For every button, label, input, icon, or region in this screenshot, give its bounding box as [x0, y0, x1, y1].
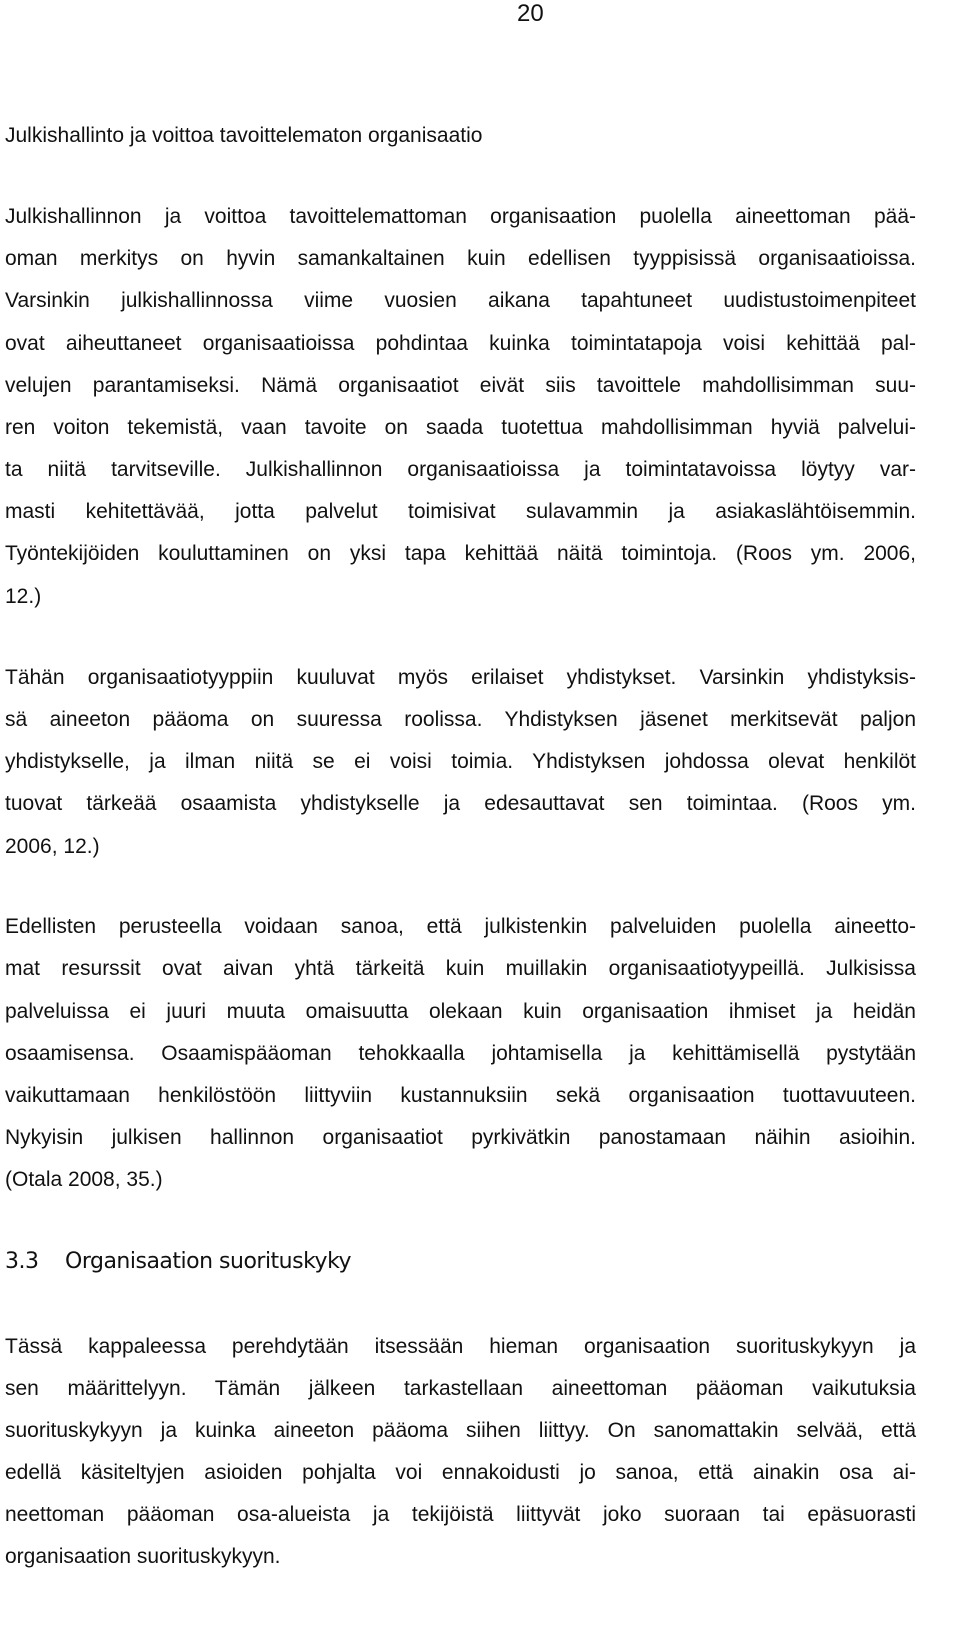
paragraph-3-line: Edellisten perusteella voidaan sanoa, että julkistenkin palveluiden puolella aineetto- — [5, 915, 916, 938]
paragraph-3-line: vaikuttamaan henkilöstöön liittyviin kustannuksiin sekä organisaation tuottavuuteen. — [5, 1084, 916, 1107]
paragraph-3-line: mat resurssit ovat aivan yhtä tärkeitä kuin muillakin organisaatiotyypeillä. Julkisissa — [5, 957, 916, 980]
paragraph-3-line: (Otala 2008, 35.) — [5, 1168, 163, 1191]
paragraph-1-line: ta niitä tarvitseville. Julkishallinnon organisaatioissa ja toimintatavoissa löytyy var- — [5, 458, 916, 481]
section-heading — [5, 1248, 351, 1276]
paragraph-1-line: Varsinkin julkishallinnossa viime vuosien aikana tapahtuneet uudistustoimenpiteet — [5, 289, 916, 312]
paragraph-4-line: Tässä kappaleessa perehdytään itsessään hieman organisaation suorituskykyyn ja — [5, 1335, 916, 1358]
paragraph-1-line: ren voiton tekemistä, vaan tavoite on saada tuotettua mahdollisimman hyviä palvelui- — [5, 416, 916, 439]
paragraph-2-line: tuovat tärkeää osaamista yhdistykselle ja edesauttavat sen toimintaa. (Roos ym. — [5, 792, 916, 815]
section-number: 3.3 — [5, 1249, 39, 1274]
paragraph-4-line: sen määrittelyyn. Tämän jälkeen tarkastellaan aineettoman pääoman vaikutuksia — [5, 1377, 916, 1400]
paragraph-4-line: suorituskykyyn ja kuinka aineeton pääoma siihen liittyy. On sanomattakin selvää, että — [5, 1419, 916, 1442]
paragraph-1-line: Työntekijöiden kouluttaminen on yksi tapa kehittää näitä toimintoja. (Roos ym. 2006, — [5, 542, 916, 565]
section-title: Organisaation suorituskyky — [65, 1249, 352, 1274]
paragraph-2-line: sä aineeton pääoma on suuressa roolissa. Yhdistyksen jäsenet merkitsevät paljon — [5, 708, 916, 731]
paragraph-4-line: organisaation suorituskykyyn. — [5, 1545, 281, 1568]
paragraph-1-line: masti kehitettävää, jotta palvelut toimisivat sulavammin ja asiakaslähtöisemmin. — [5, 500, 916, 523]
paragraph-2-line: 2006, 12.) — [5, 835, 100, 858]
paragraph-4-line: neettoman pääoman osa-alueista ja tekijöistä liittyvät joko suoraan tai epäsuorasti — [5, 1503, 916, 1526]
paragraph-1-line: Julkishallinnon ja voittoa tavoittelemattoman organisaation puolella aineettoman pää- — [5, 205, 916, 228]
paragraph-4-line: edellä käsiteltyjen asioiden pohjalta voi ennakoidusti jo sanoa, että ainakin osa ai- — [5, 1461, 916, 1484]
page-number: 20 — [517, 0, 544, 27]
paragraph-1-line: velujen parantamiseksi. Nämä organisaatiot eivät siis tavoittele mahdollisimman suu- — [5, 374, 916, 397]
paragraph-2-line: Tähän organisaatiotyyppiin kuuluvat myös erilaiset yhdistykset. Varsinkin yhdistyksis- — [5, 666, 916, 689]
paragraph-1-line: ovat aiheuttaneet organisaatioissa pohdintaa kuinka toimintatapoja voisi kehittää pal- — [5, 332, 916, 355]
paragraph-1-line: oman merkitys on hyvin samankaltainen kuin edellisen tyyppisissä organisaatioissa. — [5, 247, 916, 270]
paragraph-1-line: 12.) — [5, 585, 42, 608]
paragraph-2-line: yhdistykselle, ja ilman niitä se ei voisi toimia. Yhdistyksen johdossa olevat henkilöt — [5, 750, 916, 773]
paragraph-3-line: palveluissa ei juuri muuta omaisuutta olekaan kuin organisaation ihmiset ja heidän — [5, 1000, 916, 1023]
paragraph-3-line: osaamisensa. Osaamispääoman tehokkaalla johtamisella ja kehittämisellä pystytään — [5, 1042, 916, 1065]
heading-public-sector: Julkishallinto ja voittoa tavoittelematon organisaatio — [5, 124, 483, 147]
paragraph-3-line: Nykyisin julkisen hallinnon organisaatiot pyrkivätkin panostamaan näihin asioihin. — [5, 1126, 916, 1149]
